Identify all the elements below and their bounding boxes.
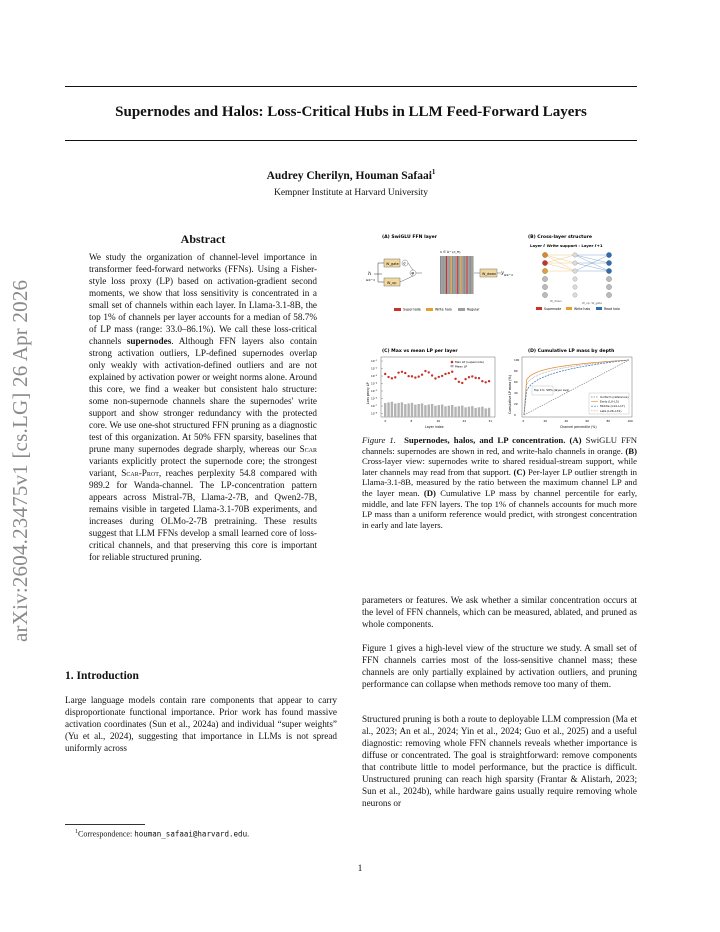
panel-c-legend-max: Max LP (supernode): [455, 360, 484, 364]
ffn-channel: [451, 256, 452, 294]
ffn-channel: [440, 256, 441, 294]
mean-lp-bar: [424, 405, 426, 417]
mean-lp-bar: [478, 407, 480, 417]
mean-lp-bar: [461, 406, 463, 417]
panel-b-wupgate: W_up, W_gate: [582, 301, 602, 305]
panel-a-u-label: U ∈ ℝ^{d_ff}: [440, 250, 461, 254]
max-lp-point: [391, 377, 393, 379]
panel-c-max-points: [384, 370, 490, 384]
ffn-channel: [456, 256, 457, 294]
caption-text-d: Cumulative LP mass by channel percentile for early, middle, and late FFN layers. The top 1% of channels accounts for much more LP mass than a uniform reference would predict, with strongest concentration in early and late layers.: [362, 487, 637, 530]
mean-lp-bar: [394, 404, 396, 417]
panel-d-ytick-label: 20: [514, 402, 518, 406]
mean-lp-bar: [471, 406, 473, 417]
panel-d-xtick-label: 40: [564, 419, 569, 423]
panel-c-xticks: [385, 419, 493, 423]
ffn-channel: [441, 256, 442, 294]
panel-c: [366, 348, 495, 429]
page-number: 1: [357, 864, 363, 874]
layer-l-node: [542, 260, 547, 265]
abstract-term-supernodes: supernodes: [126, 336, 172, 346]
panel-d-legend-label: Early (L0–L5): [600, 399, 619, 404]
title-bottom-rule: [65, 140, 637, 141]
mean-lp-bar: [468, 407, 470, 417]
max-lp-point: [407, 375, 409, 377]
read-edge: [575, 263, 609, 271]
max-lp-point: [451, 371, 453, 373]
authors: [65, 168, 637, 182]
residual-node: [573, 261, 577, 265]
panel-a-title: (A) SwiGLU FFN layer: [382, 235, 437, 240]
max-lp-point: [488, 380, 490, 382]
footnote-label: Correspondence:: [78, 829, 135, 839]
max-lp-point: [401, 371, 403, 373]
layer-l-node: [542, 276, 547, 281]
layer-l1-node: [606, 284, 611, 289]
panel-a-legend-writehalo: Write halo: [435, 307, 452, 312]
panel-c-ytick-label: 10⁻⁸: [371, 411, 378, 416]
panel-a-y-sub: ∈ℝ^d: [504, 273, 513, 277]
panel-c-ytick-label: 10⁻¹: [371, 359, 378, 363]
ffn-channel: [453, 256, 454, 294]
ffn-channel: [465, 256, 466, 294]
max-lp-point: [461, 382, 463, 384]
panel-c-ytick-label: 10⁻⁶: [371, 396, 378, 401]
mean-lp-bar: [441, 404, 443, 417]
mean-lp-bar: [451, 405, 453, 417]
mean-lp-bar: [474, 408, 476, 417]
max-lp-point: [458, 381, 460, 383]
abstract-body: [89, 251, 317, 563]
section-heading-introduction: 1. Introduction: [65, 670, 139, 682]
layer-l-node: [542, 284, 547, 289]
caption-text-c: Per-layer LP outlier strength in Llama-3.1-8B, measured by the ratio between the maximum channel LP and the layer mean.: [362, 466, 637, 498]
panel-a-sigma: σ: [403, 261, 406, 266]
panel-c-xtick-label: 16: [436, 419, 441, 423]
panel-b-legend-writehalo-swatch: [566, 307, 572, 310]
panel-d-xtick-label: 100: [627, 419, 633, 423]
mean-lp-bar: [418, 404, 420, 417]
ffn-channel: [447, 256, 448, 294]
panel-c-ytick-label: 10⁻⁷: [371, 404, 378, 408]
ffn-channel: [457, 256, 458, 294]
mean-lp-bar: [401, 402, 403, 417]
panel-c-ytick-label: 10⁻⁵: [371, 389, 378, 393]
max-lp-point: [418, 375, 420, 377]
panel-c-legend-max-swatch: [451, 361, 454, 364]
panel-c-ytick-label: 10⁻⁴: [371, 381, 378, 386]
intro-paragraph: Large language models contain rare components that appear to carry disproportionate functional importance. Prior work has found massive activation coordinates (Sun et al., 2024a) and individual “super weights” (Yu et al., 2024), suggesting that importance in LLMs is not spread uniformly across: [65, 695, 337, 753]
panel-b-network: [542, 252, 611, 297]
ffn-channel: [445, 256, 446, 294]
paper-title: Supernodes and Halos: Loss-Critical Hubs in LLM Feed-Forward Layers: [115, 104, 587, 120]
panel-d-xticks: [523, 419, 634, 423]
ffn-channel: [460, 256, 461, 294]
panel-a-legend-writehalo-swatch: [426, 308, 433, 311]
residual-node: [573, 269, 577, 273]
max-lp-point: [481, 380, 483, 382]
mean-lp-bar: [404, 404, 406, 417]
panel-a-channels: [440, 256, 474, 294]
panel-d-legend-label: Uniform (reference): [600, 395, 629, 399]
layer-l-node: [542, 268, 547, 273]
abstract-text-2: . Although FFN layers also contain strong activation outliers, LP-defined supernodes overlap only weakly with activation-defined outliers and are not explained by activation power or weight norms alone. Around this core, we find a weaker but consistent halo structure: some non-supernode channels share the supernodes' write support and show stronger redundancy with the protected core. We use one-shot structured FFN pruning as a diagnostic test of this organization. At 50% FFN sparsity, baselines that prune many supernodes degrade sharply, whereas our: [89, 336, 317, 454]
mean-lp-bar: [431, 404, 433, 417]
mean-lp-bar: [397, 403, 399, 417]
mean-lp-bar: [438, 405, 440, 417]
panel-c-legend-mean: Mean LP: [455, 364, 468, 369]
panel-d-xtick-label: 20: [543, 419, 548, 423]
mean-lp-bar: [481, 407, 483, 417]
panel-c-legend-mean-swatch: [451, 365, 454, 367]
panel-c-ylabel: Loss proxy LP: [366, 382, 370, 404]
panel-d-legend-label: Late (L26–L31): [600, 408, 622, 413]
caption-mark-c: (C): [513, 466, 526, 477]
panel-b-legend-writehalo: Write halo: [574, 307, 591, 311]
abstract-text-4: , reaches perplexity 54.8 compared with 989.2 for Wanda-channel. The LP-concentration pattern appears across Mistral-7B, Llama-2-7B, and Qwen2-7B, remains visible in targeted Llama-3.1-70B experiments, and increases during OLMo-2-7B pretraining. These results suggest that LLM FFNs develop a small learned core of loss-critical channels, and that preserving this core is important for reliable structured pruning.: [89, 468, 317, 562]
panel-a-h-label: h: [368, 271, 372, 277]
ffn-channel: [442, 256, 443, 294]
panel-b-legend-readhalo: Read halo: [604, 307, 620, 311]
panel-a-legend-regular: Regular: [467, 307, 480, 312]
panel-d-legend: [589, 393, 629, 414]
panel-a-h-sub: ∈ℝ^d: [366, 278, 375, 282]
residual-node: [573, 285, 577, 289]
panel-c-xtick-label: 8: [410, 419, 413, 423]
caption-text-b: Cross-layer view: supernodes write to shared residual-stream support, while later channels may read from that support.: [362, 456, 637, 477]
ffn-channel: [466, 256, 467, 294]
residual-node: [573, 293, 577, 297]
panel-b-wdown: W_down: [550, 299, 562, 303]
ffn-channel: [462, 256, 463, 294]
panel-d-ytick-label: 80: [514, 369, 518, 373]
author-names: Audrey Cherilyn, Houman Safaai: [266, 169, 432, 182]
panel-c-yticks: [371, 359, 383, 416]
layer-l-node: [542, 252, 547, 257]
ffn-channel: [463, 256, 464, 294]
panel-a-wgate-label: W_gate: [386, 262, 399, 266]
max-lp-point: [471, 375, 473, 377]
mean-lp-bar: [428, 405, 430, 417]
layer-l1-node: [606, 292, 611, 297]
residual-node: [573, 253, 577, 257]
max-lp-point: [468, 376, 470, 378]
max-lp-point: [394, 376, 396, 378]
panel-d-ytick-label: 40: [514, 391, 518, 395]
mean-lp-bar: [488, 408, 490, 417]
mean-lp-bar: [414, 405, 416, 417]
mean-lp-bar: [387, 402, 389, 417]
panel-c-xtick-label: 31: [488, 419, 493, 423]
write-edge: [545, 263, 575, 271]
right-paragraph-3: Structured pruning is both a route to deployable LLM compression (Ma et al., 2023; An et al., 2024; Yin et al., 2024; Guo et al., 2025) and a useful diagnostic: removing whole FFN channels reveals whether importance is diffuse or concentrated. The goal is straightforward: remove components that contribute little to model performance, but the practice is difficult. Unstructured pruning can reach high sparsity (Frantar & Alistarh, 2023; Sun et al., 2024b), while hardware gains usually require removing whole neurons or: [362, 714, 637, 808]
figure-1-caption: [362, 435, 637, 530]
abstract-method-scar-prot: Scar-Prot: [121, 468, 159, 478]
panel-b-header: Layer ℓ Write support › Layer ℓ+1: [530, 243, 603, 248]
panel-b-title: (B) Cross-layer structure: [528, 235, 593, 240]
max-lp-point: [414, 376, 416, 378]
max-lp-point: [464, 378, 466, 380]
panel-d-ytick-label: 100: [514, 358, 520, 362]
panel-b-legend-supernode-swatch: [536, 307, 542, 310]
max-lp-point: [474, 377, 476, 379]
mean-lp-bar: [458, 406, 460, 417]
footnote-end: .: [247, 829, 250, 839]
caption-mark-a: (A): [569, 435, 582, 445]
panel-a-legend-supernode: Supernode: [403, 307, 421, 312]
footnote-email: houman_safaai@harvard.edu: [134, 829, 248, 839]
panel-a: [366, 234, 513, 312]
max-lp-point: [434, 377, 436, 379]
footnote-rule: [65, 824, 145, 825]
arxiv-stamp: arXiv:2604.23475v1 [cs.LG] 26 Apr 2026: [8, 279, 32, 642]
panel-d-ytick-label: 60: [514, 380, 518, 384]
panel-c-xlabel: Layer index: [425, 425, 444, 429]
max-lp-point: [387, 376, 389, 378]
caption-mark-b: (B): [625, 445, 637, 456]
figure-1: [362, 228, 637, 432]
mean-lp-bar: [448, 406, 450, 417]
panel-c-ytick-label: 10⁻²: [371, 366, 378, 371]
panel-a-input-arrows: [374, 263, 384, 282]
caption-mark-d: (D): [423, 487, 436, 498]
mean-lp-bar: [454, 407, 456, 417]
panel-a-wdown-label: W_down: [482, 272, 497, 276]
panel-a-wup-label: W_up: [387, 281, 397, 285]
panel-c-title: (C) Max vs mean LP per layer: [382, 349, 458, 354]
layer-l1-node: [606, 276, 611, 281]
panel-d-xtick-label: 60: [585, 419, 590, 423]
layer-l1-node: [606, 268, 611, 273]
footnote-mark: 1: [75, 829, 78, 835]
max-lp-point: [441, 375, 443, 377]
panel-a-times: ⊗: [411, 270, 415, 276]
mean-lp-bar: [434, 406, 436, 417]
caption-title: Supernodes, halos, and LP concentration.: [404, 435, 566, 445]
panel-d-xtick-label: 80: [606, 419, 611, 423]
panel-d-title: (D) Cumulative LP mass by depth: [528, 349, 615, 354]
ffn-channel: [469, 256, 470, 294]
ffn-channel: [464, 256, 465, 294]
panel-d-yticks: [514, 358, 520, 417]
max-lp-point: [411, 375, 413, 377]
max-lp-point: [404, 372, 406, 374]
layer-l1-node: [606, 260, 611, 265]
read-edge: [575, 255, 609, 263]
max-lp-point: [438, 376, 440, 378]
right-paragraph-2: Figure 1 gives a high-level view of the structure we study. A small set of FFN channels carries most of the loss-sensitive channel mass; these channels are only partially explained by activation outliers, and pruning performance can collapse when methods remove too many of them.: [362, 643, 637, 689]
ffn-channel: [468, 256, 469, 294]
footnote: [65, 829, 249, 839]
max-lp-point: [431, 374, 433, 376]
max-lp-point: [448, 372, 450, 374]
mean-lp-bar: [485, 408, 487, 417]
ffn-channel: [459, 256, 460, 294]
panel-a-legend-supernode-swatch: [394, 308, 401, 311]
max-lp-point: [485, 381, 487, 383]
max-lp-point: [421, 374, 423, 376]
ffn-channel: [470, 256, 471, 294]
mean-lp-bar: [464, 407, 466, 417]
panel-d-xlabel: Channel percentile (%): [560, 425, 597, 429]
mean-lp-bar: [407, 403, 409, 417]
panel-d-legend-label: Middle (L14–L17): [600, 404, 625, 409]
mean-lp-bar: [421, 403, 423, 417]
right-paragraph-1: parameters or features. We ask whether a similar concentration occurs at the level of FFN channels, which can be measured, ablated, and pruned as whole components.: [362, 595, 637, 629]
caption-text-a: SwiGLU FFN channels: supernodes are shown in red, and write-halo channels in orange.: [362, 435, 638, 456]
ffn-channel: [454, 256, 455, 294]
max-lp-point: [428, 371, 430, 373]
mean-lp-bar: [444, 406, 446, 417]
author-footnote-mark: 1: [431, 168, 436, 176]
panel-a-y-label: y: [501, 270, 504, 276]
ffn-channel: [444, 256, 445, 294]
residual-node: [573, 277, 577, 281]
max-lp-point: [384, 373, 386, 375]
mean-lp-bar: [384, 403, 386, 417]
panel-d-annotation: Top 1%: 58% (layer avg): [534, 388, 570, 392]
ffn-channel: [446, 256, 447, 294]
ffn-channel: [452, 256, 453, 294]
panel-d-ylabel: Cumulative LP mass (%): [508, 375, 512, 414]
ffn-channel: [450, 256, 451, 294]
max-lp-point: [424, 370, 426, 372]
panel-c-xtick-label: 24: [462, 419, 467, 423]
panel-c-ytick-label: 10⁻³: [371, 374, 378, 378]
abstract-text-1: We study the organization of channel-level importance in transformer feed-forward networks (FFNs). Using a Fisher-style loss proxy (LP) based on activation-gradient second moments, we show that loss sensitivity is concentrated in a small set of channels within each layer. In Llama-3.1-8B, the top 1% of channels per layer accounts for a median of 58.7% of LP mass (range: 33.0–86.1%). We call these loss-critical channels: [89, 252, 317, 346]
ffn-channel: [448, 256, 449, 294]
panel-d-ytick-label: 0: [514, 413, 516, 417]
panel-c-xtick-label: 0: [384, 419, 387, 423]
mean-lp-bar: [411, 403, 413, 417]
abstract-heading: Abstract: [180, 232, 226, 246]
max-lp-point: [478, 377, 480, 379]
panel-a-legend-regular-swatch: [458, 308, 465, 311]
ffn-channel: [472, 256, 473, 294]
max-lp-point: [444, 373, 446, 375]
ffn-channel: [471, 256, 472, 294]
abstract-text-3: variants explicitly protect the supernode core; the strongest variant,: [89, 456, 317, 478]
max-lp-point: [454, 378, 456, 380]
layer-l1-node: [606, 252, 611, 257]
max-lp-point: [397, 371, 399, 373]
layer-l-node: [542, 292, 547, 297]
panel-b: [528, 234, 620, 311]
abstract-method-scar: Scar: [299, 444, 317, 454]
panel-d-xtick-label: 0: [522, 419, 525, 423]
panel-b-legend-readhalo-swatch: [596, 307, 602, 310]
mean-lp-bar: [391, 402, 393, 417]
ffn-channel: [458, 256, 459, 294]
panel-b-legend-supernode: Supernode: [544, 307, 562, 311]
panel-c-mean-bars: [384, 402, 490, 417]
title-top-rule: [65, 86, 637, 87]
caption-label: Figure 1.: [362, 435, 396, 445]
affiliation: Kempner Institute at Harvard University: [273, 188, 429, 198]
panel-d: [508, 348, 633, 429]
